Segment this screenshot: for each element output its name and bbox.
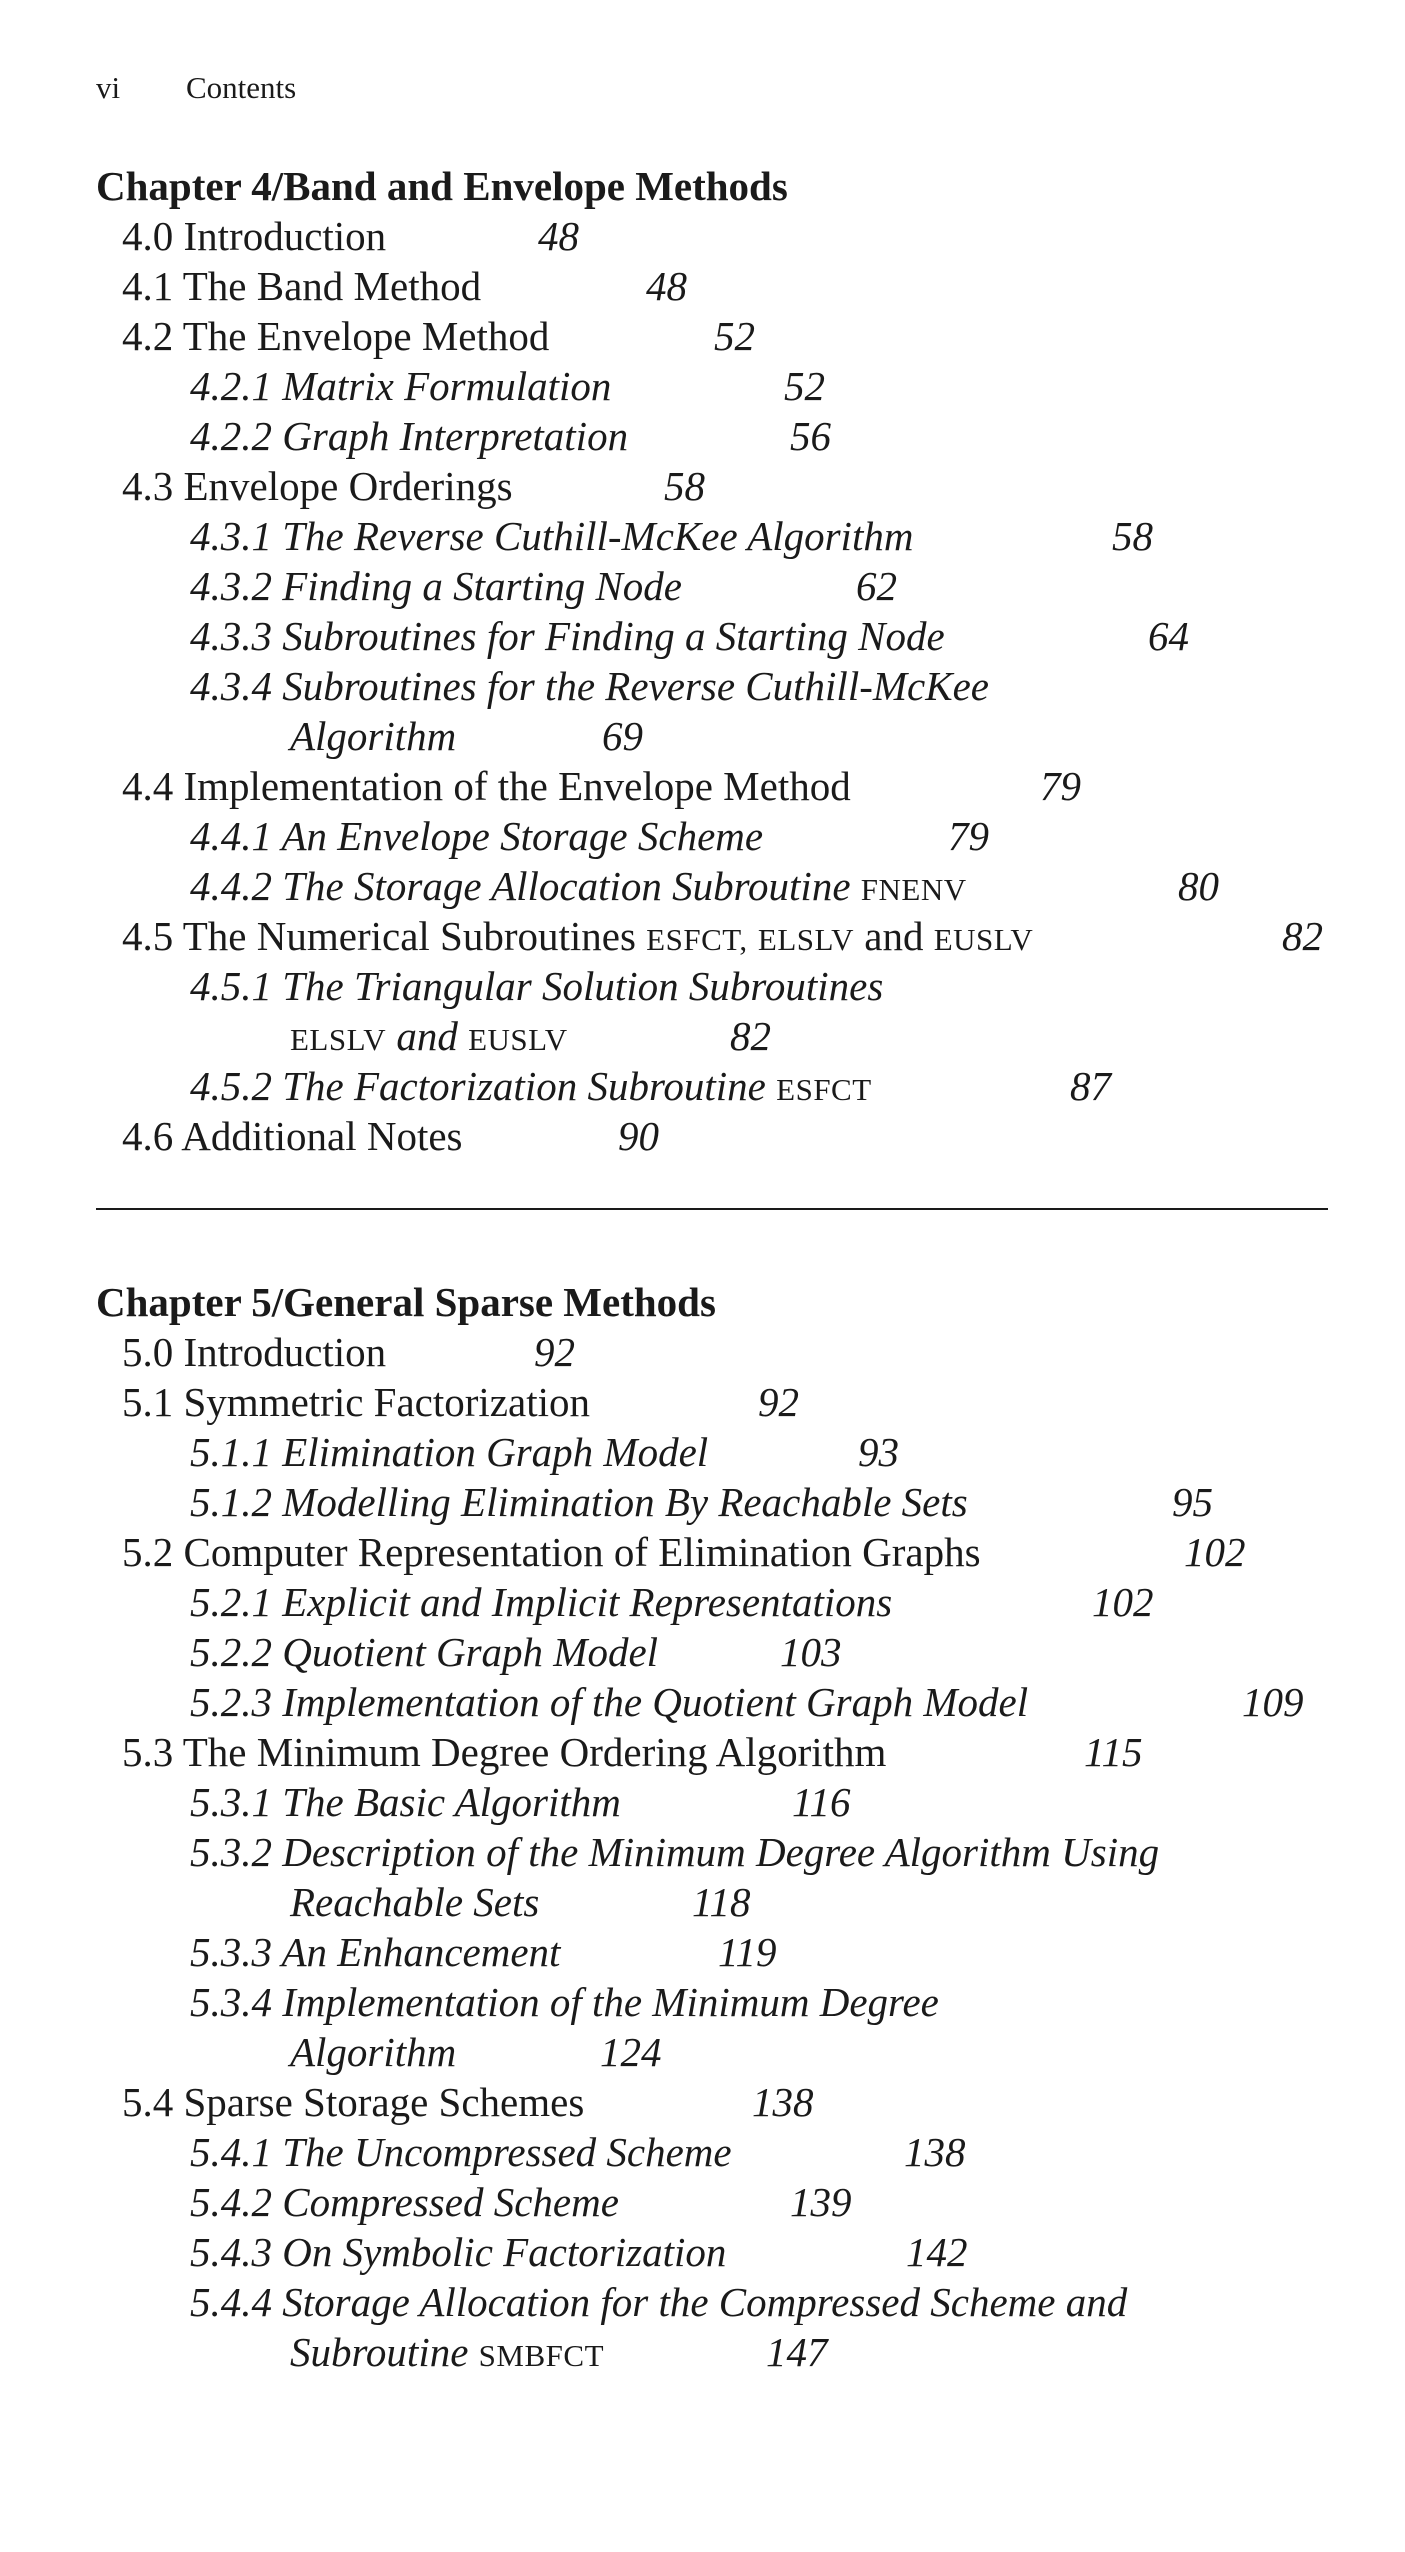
- toc-entry-5-2-1: 5.2.1 Explicit and Implicit Representations: [190, 1579, 893, 1625]
- toc-page-5-4-1: 138: [904, 2129, 966, 2175]
- toc-entry-5-4-4-sub: Subroutine: [290, 2329, 469, 2375]
- toc-entry-5-1-2: 5.1.2 Modelling Elimination By Reachable Sets: [190, 1479, 968, 1525]
- toc-page-5-2: 102: [1184, 1529, 1246, 1575]
- toc-entry-4-3-4-cont: Algorithm: [290, 713, 457, 759]
- toc-entry-5-3-3: 5.3.3 An Enhancement: [190, 1929, 561, 1975]
- toc-entry-4-6: 4.6 Additional Notes: [122, 1113, 463, 1159]
- toc-entry-4-3-2: 4.3.2 Finding a Starting Node: [190, 563, 682, 609]
- toc-entry-5-1-1: 5.1.1 Elimination Graph Model: [190, 1429, 709, 1475]
- code-smbfct: SMBFCT: [478, 2338, 605, 2373]
- toc-entry-4-5-and: and: [864, 913, 924, 959]
- toc-page-4-2-1: 52: [784, 363, 825, 409]
- toc-entry-4-3-1: 4.3.1 The Reverse Cuthill-McKee Algorithm: [190, 513, 914, 559]
- toc-entry-4-5: [122, 913, 1034, 959]
- toc-entry-5-3-4-cont: Algorithm: [290, 2029, 457, 2075]
- toc-page-5-3-2: 118: [692, 1879, 751, 1925]
- toc-page-4-5: 82: [1282, 913, 1323, 959]
- code-euslv: EUSLV: [933, 922, 1034, 957]
- toc-page-5-4: 138: [752, 2079, 814, 2125]
- toc-entry-5-3-1: 5.3.1 The Basic Algorithm: [190, 1779, 621, 1825]
- toc-entry-5-4-1: 5.4.1 The Uncompressed Scheme: [190, 2129, 732, 2175]
- toc-page-4-0: 48: [538, 213, 579, 259]
- toc-page-4-4-1: 79: [948, 813, 989, 859]
- toc-page-4-1: 48: [646, 263, 687, 309]
- toc-page-5-4-4: 147: [766, 2329, 828, 2375]
- toc-entry-5-3: 5.3 The Minimum Degree Ordering Algorithm: [122, 1729, 887, 1775]
- toc-page-5-2-1: 102: [1092, 1579, 1154, 1625]
- toc-entry-4-3: 4.3 Envelope Orderings: [122, 463, 513, 509]
- toc-entry-5-3-2-cont: Reachable Sets: [290, 1879, 540, 1925]
- toc-entry-4-2-1: 4.2.1 Matrix Formulation: [190, 363, 612, 409]
- code-fnenv: FNENV: [860, 872, 967, 907]
- running-head: Contents: [186, 70, 297, 105]
- toc-page-4-3-4: 69: [602, 713, 643, 759]
- toc-page-4-5-1: 82: [730, 1013, 771, 1059]
- toc-entry-5-4-3: 5.4.3 On Symbolic Factorization: [190, 2229, 727, 2275]
- toc-page-5-3-4: 124: [600, 2029, 662, 2075]
- toc-page-4-3-2: 62: [856, 563, 897, 609]
- toc-entry-4-4-2: [190, 863, 967, 909]
- code-elslv: ELSLV: [290, 1022, 387, 1057]
- toc-entry-5-2: 5.2 Computer Representation of Elimination Graphs: [122, 1529, 981, 1575]
- page-number-roman: vi: [96, 70, 121, 105]
- toc-page-5-1-2: 95: [1172, 1479, 1213, 1525]
- toc-entry-4-1: 4.1 The Band Method: [122, 263, 482, 309]
- chapter-4-title: Chapter 4/Band and Envelope Methods: [96, 163, 788, 209]
- toc-page-5-3-3: 119: [718, 1929, 777, 1975]
- toc-page-4-2-2: 56: [790, 413, 831, 459]
- code-elslv: ELSLV: [757, 922, 854, 957]
- toc-page-5-3: 115: [1084, 1729, 1143, 1775]
- chapter-5-title: Chapter 5/General Sparse Methods: [96, 1279, 716, 1325]
- chapter-divider: [96, 1208, 1328, 1210]
- toc-page-5-2-2: 103: [780, 1629, 842, 1675]
- code-esfct: ESFCT: [776, 1072, 872, 1107]
- toc-entry-4-5-1: 4.5.1 The Triangular Solution Subroutines: [190, 963, 884, 1009]
- toc-page-5-2-3: 109: [1242, 1679, 1304, 1725]
- toc-entry-4-3-3: 4.3.3 Subroutines for Finding a Starting Node: [190, 613, 945, 659]
- toc-page-4-5-2: 87: [1070, 1063, 1111, 1109]
- code-euslv: EUSLV: [468, 1022, 568, 1057]
- toc-entry-5-1: 5.1 Symmetric Factorization: [122, 1379, 590, 1425]
- toc-page-5-4-3: 142: [906, 2229, 968, 2275]
- toc-entry-5-4-2: 5.4.2 Compressed Scheme: [190, 2179, 619, 2225]
- toc-entry-4-2: 4.2 The Envelope Method: [122, 313, 550, 359]
- toc-entry-4-5-2: [190, 1063, 872, 1109]
- toc-entry-5-4: 5.4 Sparse Storage Schemes: [122, 2079, 585, 2125]
- toc-page-5-1-1: 93: [858, 1429, 899, 1475]
- toc-entry-5-3-2: 5.3.2 Description of the Minimum Degree Algorithm Using: [190, 1829, 1160, 1875]
- toc-entry-4-0: 4.0 Introduction: [122, 213, 387, 259]
- toc-page-4-3: 58: [664, 463, 705, 509]
- code-esfct: ESFCT,: [646, 922, 748, 957]
- toc-page-5-0: 92: [534, 1329, 575, 1375]
- toc-page-4-4-2: 80: [1178, 863, 1219, 909]
- toc-entry-4-4-1: 4.4.1 An Envelope Storage Scheme: [190, 813, 764, 859]
- toc-page-5-3-1: 116: [792, 1779, 851, 1825]
- toc-entry-4-2-2: 4.2.2 Graph Interpretation: [190, 413, 629, 459]
- toc-entry-5-2-3: 5.2.3 Implementation of the Quotient Graph Model: [190, 1679, 1029, 1725]
- toc-page-4-4: 79: [1040, 763, 1081, 809]
- toc-entry-4-4: 4.4 Implementation of the Envelope Method: [122, 763, 851, 809]
- toc-entry-4-4-2-label: 4.4.2 The Storage Allocation Subroutine: [190, 863, 851, 909]
- toc-entry-4-3-4: 4.3.4 Subroutines for the Reverse Cuthill-McKee: [190, 663, 989, 709]
- toc-entry-5-2-2: 5.2.2 Quotient Graph Model: [190, 1629, 659, 1675]
- toc-page-5-4-2: 139: [790, 2179, 852, 2225]
- toc-entry-4-5-2-label: 4.5.2 The Factorization Subroutine: [190, 1063, 766, 1109]
- toc-page-4-3-1: 58: [1112, 513, 1153, 559]
- toc-page-5-1: 92: [758, 1379, 799, 1425]
- toc-entry-5-0: 5.0 Introduction: [122, 1329, 387, 1375]
- toc-entry-5-4-4: 5.4.4 Storage Allocation for the Compressed Scheme and: [190, 2279, 1128, 2325]
- toc-page-4-6: 90: [618, 1113, 659, 1159]
- toc-page-4-2: 52: [714, 313, 755, 359]
- toc-page-4-3-3: 64: [1148, 613, 1189, 659]
- toc-entry-5-4-4-cont: [290, 2329, 605, 2375]
- toc-entry-4-5-1-cont: [290, 1013, 568, 1059]
- toc-entry-5-3-4: 5.3.4 Implementation of the Minimum Degree: [190, 1979, 939, 2025]
- toc-entry-4-5-label: 4.5 The Numerical Subroutines: [122, 913, 636, 959]
- toc-entry-4-5-1-and: and: [396, 1013, 458, 1059]
